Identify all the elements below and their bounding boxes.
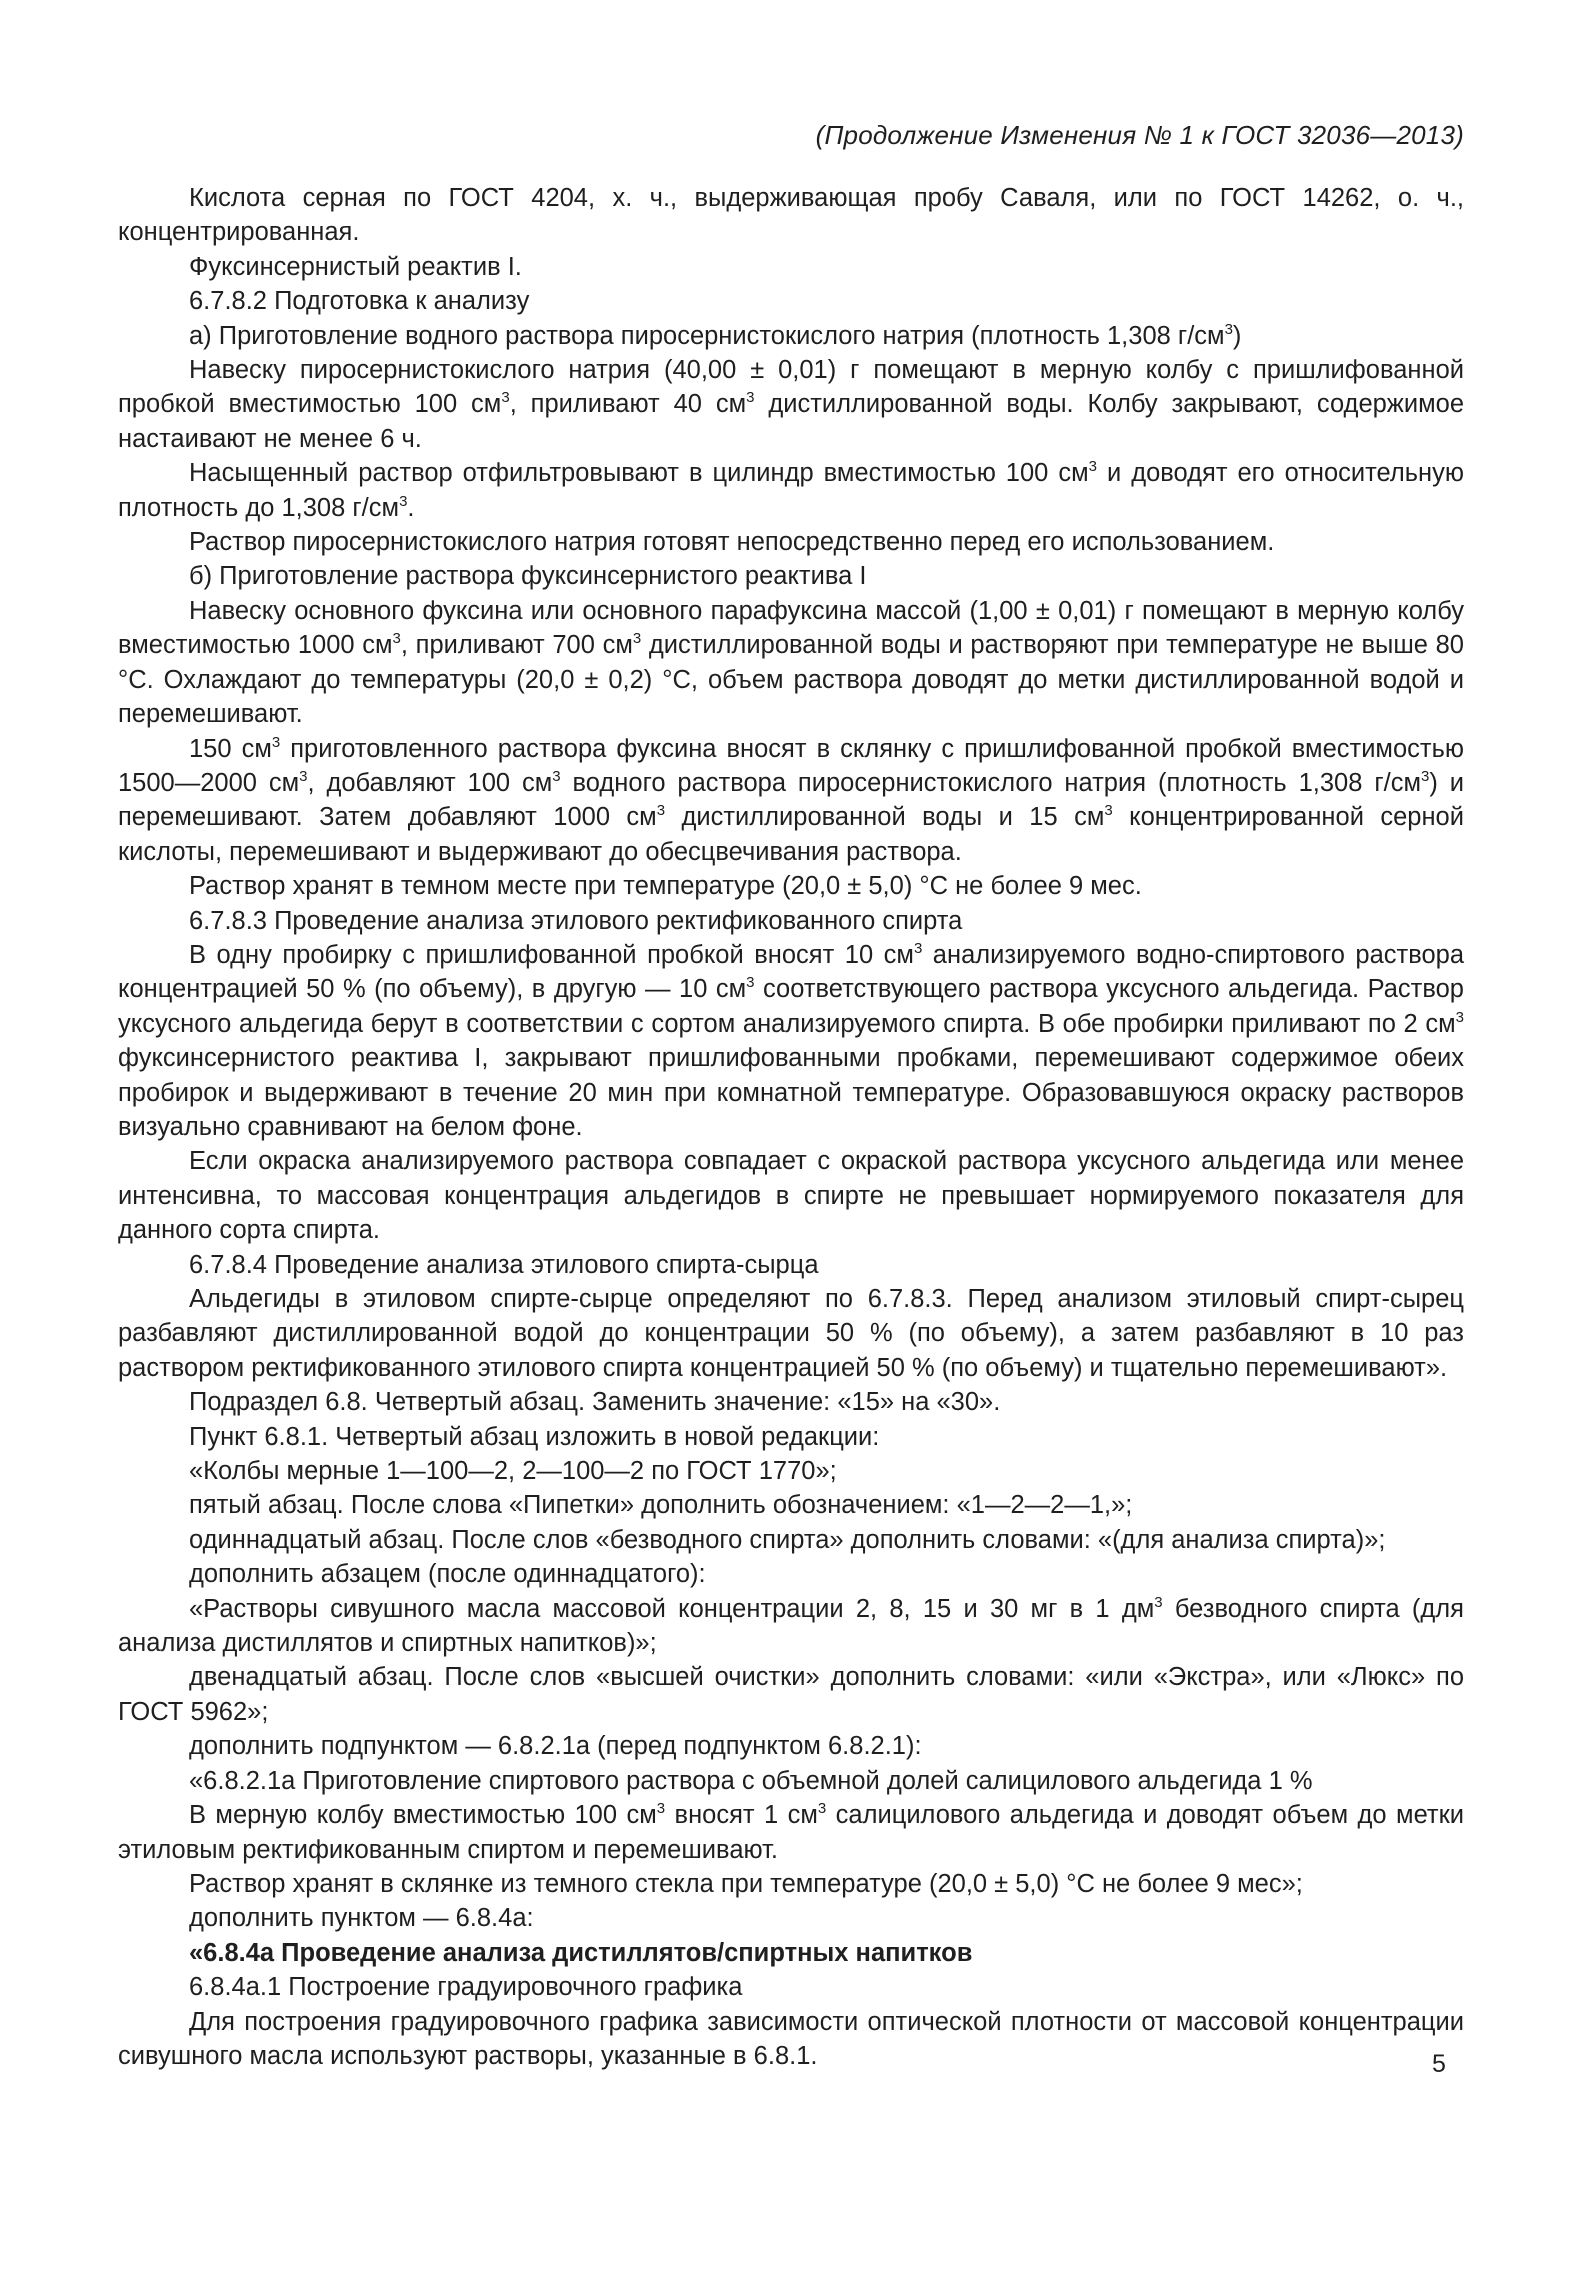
- text-run: Фуксинсернистый реактив I.: [189, 252, 522, 281]
- text-run: Раствор хранят в темном месте при температуре (20,0 ± 5,0) °С не более 9 мес.: [189, 872, 1142, 901]
- text-run: и доводят его относительную плотность до 1,308 г/см: [118, 459, 1464, 522]
- text-run: 6.7.8.3 Проведение анализа этилового ректификованного спирта: [189, 906, 963, 935]
- superscript: 3: [746, 974, 755, 992]
- paragraph: [118, 1798, 1464, 1867]
- superscript: 3: [746, 389, 755, 407]
- text-run: а) Приготовление водного раствора пиросернистокислого натрия (плотность 1,308 г/см: [189, 321, 1225, 350]
- paragraph: [118, 1592, 1464, 1661]
- text-run: 6.7.8.2 Подготовка к анализу: [189, 287, 530, 316]
- paragraph: [118, 1901, 1464, 1935]
- text-run: дистиллированной воды и растворяют при температуре не выше 80 °С. Охлаждают до температуры (20,0 ± 0,2) °С, объем раствора доводят до метки дистиллированной водой и перемешивают.: [118, 631, 1464, 729]
- paragraph: [118, 1523, 1464, 1557]
- text-run: Альдегиды в этиловом спирте-сырце определяют по 6.7.8.3. Перед анализом этиловый спирт-сырец разбавляют дистиллированной водой до концентрации 50 % (по объему), а затем разбавляют в 10 раз раствором ректификованного этилового спирта концентрацией 50 % (по объему) и тщательно перемешивают».: [118, 1285, 1464, 1382]
- superscript: 3: [1088, 458, 1097, 476]
- text-run: .: [407, 493, 415, 522]
- text-run: б) Приготовление раствора фуксинсернистого реактива I: [189, 562, 867, 591]
- text-run: дополнить пунктом — 6.8.4а:: [189, 1904, 534, 1933]
- text-run: «Колбы мерные 1—100—2, 2—100—2 по ГОСТ 1770»;: [189, 1457, 837, 1486]
- text-run: Навеску основного фуксина или основного парафуксина массой (1,00 ± 0,01) г помещают в мерную колбу вместимостью 1000 см: [118, 596, 1464, 660]
- text-run: пятый абзац. После слова «Пипетки» дополнить обозначением: «1—2—2—1,»;: [189, 1491, 1133, 1520]
- text-run: Если окраска анализируемого раствора совпадает с окраской раствора уксусного альдегида или менее интенсивна, то массовая концентрация альдегидов в спирте не превышает нормируемого показателя для данного сорта спирта.: [118, 1147, 1464, 1245]
- paragraph: [118, 1936, 1464, 1970]
- text-run: «Растворы сивушного масла массовой концентрации 2, 8, 15 и 30 мг в 1 дм: [189, 1594, 1155, 1623]
- text-run: 150 см: [189, 734, 272, 763]
- paragraph: [118, 904, 1464, 938]
- paragraph: [118, 559, 1464, 593]
- superscript: 3: [817, 1800, 827, 1818]
- superscript: 3: [1224, 320, 1233, 338]
- text-run: двенадцатый абзац. После слов «высшей очистки» дополнить словами: «или «Экстра», или «Люкс» по ГОСТ 5962»;: [118, 1663, 1464, 1726]
- superscript: 3: [399, 492, 408, 510]
- paragraph: [118, 594, 1464, 732]
- text-run: салицилового альдегида и доводят объем до метки этиловым ректификованным спиртом и перемешивают.: [118, 1801, 1464, 1864]
- paragraph: [118, 1454, 1464, 1488]
- paragraph: [118, 456, 1464, 525]
- text-run: , приливают 40 см: [509, 390, 747, 419]
- text-run: В одну пробирку с пришлифованной пробкой вносят 10 см: [189, 940, 914, 969]
- paragraph: [118, 353, 1464, 456]
- text-run: вносят 1 см: [665, 1801, 818, 1830]
- text-run: дистиллированной воды и 15 см: [665, 803, 1105, 832]
- text-run: дополнить подпунктом — 6.8.2.1а (перед подпунктом 6.8.2.1):: [189, 1732, 922, 1761]
- superscript: 3: [913, 939, 923, 957]
- paragraph: [118, 1867, 1464, 1901]
- text-run: , добавляют 100 см: [307, 768, 553, 797]
- text-run: Кислота серная по ГОСТ 4204, х. ч., выдерживающая пробу Саваля, или по ГОСТ 14262, о. ч., концентрированная.: [118, 184, 1464, 247]
- paragraph: [118, 181, 1464, 250]
- superscript: 3: [299, 767, 308, 785]
- text-run: , приливают 700 см: [400, 631, 633, 660]
- paragraph: [118, 1420, 1464, 1454]
- paragraph: [118, 525, 1464, 559]
- text-run: водного раствора пиросернистокислого натрия (плотность 1,308 г/см: [560, 768, 1421, 797]
- superscript: 3: [1421, 767, 1430, 785]
- paragraph: [118, 1144, 1464, 1247]
- text-run: одиннадцатый абзац. После слов «безводного спирта» дополнить словами: «(для анализа спирта)»;: [189, 1525, 1386, 1554]
- paragraph: [118, 1488, 1464, 1522]
- paragraph: [118, 1660, 1464, 1729]
- text-run: 6.7.8.4 Проведение анализа этилового спирта-сырца: [189, 1250, 819, 1279]
- body-text: [118, 181, 1464, 2073]
- text-run: ) и перемешивают. Затем добавляют 1000 см: [118, 768, 1464, 832]
- superscript: 3: [271, 733, 281, 751]
- text-run: В мерную колбу вместимостью 100 см: [189, 1801, 657, 1830]
- text-run: Насыщенный раствор отфильтровывают в цилиндр вместимостью 100 см: [189, 459, 1089, 488]
- text-run: соответствующего раствора уксусного альдегида. Раствор уксусного альдегида берут в соответствии с сортом анализируемого спирта. В обе пробирки приливают по 2 см: [118, 975, 1464, 1038]
- paragraph: [118, 732, 1464, 870]
- superscript: 3: [1104, 802, 1113, 820]
- paragraph: [118, 1557, 1464, 1591]
- text-run: Навеску пиросернистокислого натрия (40,00 ± 0,01) г помещают в мерную колбу с пришлифованной пробкой вместимостью 100 см: [118, 356, 1464, 419]
- paragraph: [118, 869, 1464, 903]
- text-run: дополнить абзацем (после одиннадцатого):: [189, 1560, 706, 1589]
- text-run: дистиллированной воды. Колбу закрывают, содержимое настаивают не менее 6 ч.: [118, 390, 1465, 453]
- text-run: приготовленного раствора фуксина вносят в склянку с пришлифованной пробкой вместимостью 1500—2000 см: [118, 734, 1464, 797]
- paragraph: [118, 2005, 1464, 2074]
- superscript: 3: [632, 630, 642, 648]
- text-run: безводного спирта (для анализа дистиллятов и спиртных напитков)»;: [118, 1594, 1464, 1658]
- superscript: 3: [656, 802, 666, 820]
- text-run: Подраздел 6.8. Четвертый абзац. Заменить значение: «15» на «30».: [189, 1388, 1001, 1417]
- paragraph: [118, 1970, 1464, 2004]
- superscript: 3: [1154, 1593, 1163, 1611]
- superscript: 3: [392, 630, 401, 648]
- superscript: 3: [552, 767, 561, 785]
- paragraph: [118, 1729, 1464, 1763]
- text-run: концентрированной серной кислоты, перемешивают и выдерживают до обесцвечивания раствора.: [118, 803, 1464, 866]
- text-run: Пункт 6.8.1. Четвертый абзац изложить в новой редакции:: [189, 1422, 880, 1451]
- superscript: 3: [1455, 1008, 1464, 1026]
- text-run: Для построения градуировочного графика зависимости оптической плотности от массовой концентрации сивушного масла используют растворы, указанные в 6.8.1.: [118, 2007, 1464, 2070]
- superscript: 3: [501, 389, 510, 407]
- text-run: Раствор пиросернистокислого натрия готовят непосредственно перед его использованием.: [189, 528, 1275, 557]
- paragraph: [118, 1248, 1464, 1282]
- text-run: фуксинсернистого реактива I, закрывают пришлифованными пробками, перемешивают содержимое обеих пробирок и выдерживают в течение 20 мин при комнатной температуре. Образовавшуюся окраску растворов визуально сравнивают на белом фоне.: [118, 1044, 1464, 1141]
- paragraph: [118, 938, 1464, 1144]
- paragraph: [118, 1282, 1464, 1385]
- text-run: Раствор хранят в склянке из темного стекла при температуре (20,0 ± 5,0) °С не более 9 мес»;: [189, 1869, 1303, 1898]
- paragraph: [118, 319, 1464, 353]
- page-number: 5: [1432, 2050, 1446, 2078]
- page-header: (Продолжение Изменения № 1 к ГОСТ 32036—2013): [815, 120, 1464, 150]
- paragraph: [118, 1385, 1464, 1419]
- paragraph: [118, 1764, 1464, 1798]
- text-run: ): [1232, 321, 1242, 350]
- text-run: «6.8.2.1а Приготовление спиртового раствора с объемной долей салицилового альдегида 1 %: [189, 1766, 1313, 1795]
- paragraph: [118, 284, 1464, 318]
- text-run: 6.8.4а.1 Построение градуировочного графика: [189, 1973, 743, 2002]
- superscript: 3: [656, 1800, 666, 1818]
- text-run: анализируемого водно-спиртового раствора концентрацией 50 % (по объему), в другую — 10 см: [118, 940, 1464, 1004]
- paragraph: [118, 250, 1464, 284]
- text-run: «6.8.4а Проведение анализа дистиллятов/спиртных напитков: [189, 1938, 973, 1967]
